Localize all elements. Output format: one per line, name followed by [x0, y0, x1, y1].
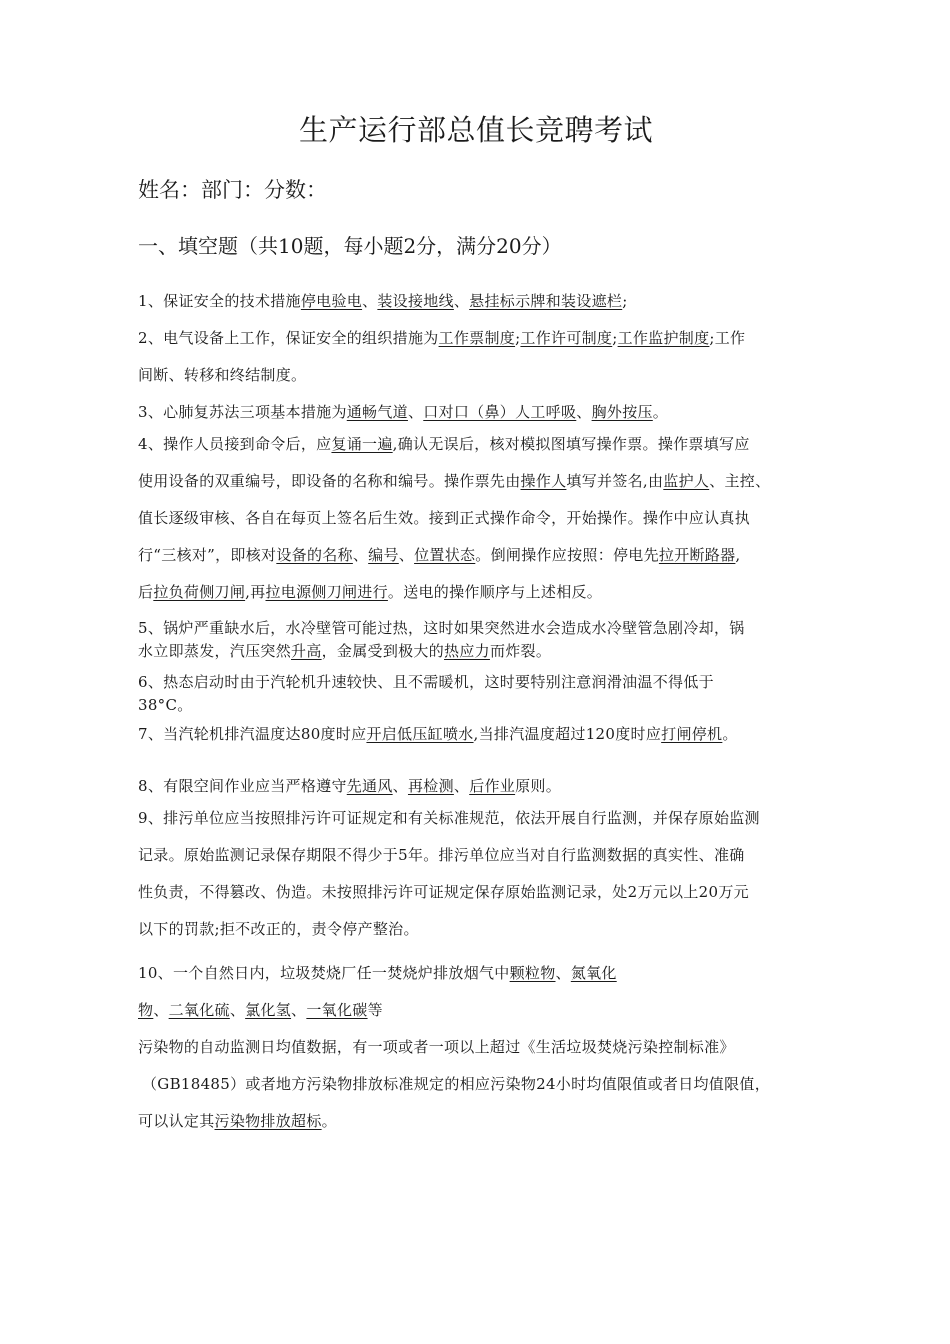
- question-2: [138, 320, 838, 394]
- answer-blank: 悬挂标示牌和装设遮栏: [469, 292, 623, 310]
- question-9: [138, 800, 838, 948]
- question-10: [138, 955, 838, 1140]
- answer-blank: 氮氧化: [570, 964, 617, 982]
- question-text: 、主控、: [709, 472, 771, 490]
- question-10-line-3: 污染物的自动监测日均值数据，有一项或者一项以上超过《生活垃圾焚烧污染控制标准》: [138, 1038, 735, 1056]
- question-text: 。送电的操作顺序与上述相反。: [387, 583, 603, 601]
- answer-blank: 氯化氢: [245, 1001, 292, 1019]
- question-9-line-3: 性负责，不得篡改、伪造。未按照排污许可证规定保存原始监测记录，处2万元以上20万元: [138, 883, 749, 901]
- question-text: 10、一个自然日内，垃圾焚烧厂任一焚烧炉排放烟气中: [138, 964, 510, 982]
- question-2-line-2: 间断、转移和终结制度。: [138, 366, 307, 384]
- separator: ,: [735, 546, 741, 564]
- question-10-line-2: [138, 992, 838, 1029]
- question-text: 填写并签名,由: [566, 472, 664, 490]
- page-title: 生产运行部总值长竞聘考试: [298, 113, 653, 147]
- question-6-line-2: 38°C。: [138, 696, 193, 714]
- question-text: 原则。: [515, 777, 561, 795]
- answer-blank: 监护人: [663, 472, 710, 490]
- question-9-line-2: 记录。原始监测记录保存期限不得少于5年。排污单位应当对自行监测数据的真实性、准确: [138, 846, 745, 864]
- answer-blank: 口对口（鼻）人工呼吸: [423, 403, 577, 421]
- answer-blank: 设备的名称: [276, 546, 353, 564]
- question-text: ,再: [245, 583, 266, 601]
- answer-blank: 拉负荷侧刀闸: [153, 583, 246, 601]
- question-4-line-4: [138, 537, 838, 574]
- question-text: 可以认定其: [138, 1112, 215, 1130]
- question-text: 4、操作人员接到命令后，应: [138, 435, 332, 453]
- question-text: 1、保证安全的技术措施: [138, 292, 301, 310]
- separator: 、: [153, 1001, 169, 1019]
- answer-blank: 拉电源侧刀闸进行: [265, 583, 388, 601]
- answer-blank: 工作许可制度: [520, 329, 613, 347]
- question-5: [138, 617, 838, 663]
- question-6-line-1: 6、热态启动时由于汽轮机升速较快、且不需暖机，这时要特别注意润滑油温不得低于: [138, 673, 714, 691]
- section-heading: 一、填空题（共10题，每小题2分，满分20分）: [138, 234, 562, 258]
- separator: 、: [453, 777, 470, 795]
- question-text: 2、电气设备上工作，保证安全的组织措施为: [138, 329, 439, 347]
- separator: 、: [555, 964, 571, 982]
- answer-blank: 一氧化碳: [306, 1001, 368, 1019]
- question-text: 使用设备的双重编号，即设备的名称和编号。操作票先由: [138, 472, 521, 490]
- question-6: [138, 671, 838, 717]
- answer-blank: 再检测: [407, 777, 454, 795]
- separator: 、: [407, 403, 424, 421]
- question-1-line-1: [138, 283, 838, 320]
- question-text: 等: [367, 1001, 383, 1019]
- question-text: ,确认无误后，核对模拟图填写操作票。操作票填写应: [392, 435, 750, 453]
- separator: 、: [362, 292, 378, 310]
- question-2-line-1: [138, 320, 838, 357]
- answer-blank: 停电验电: [300, 292, 363, 310]
- separator: ;: [612, 329, 618, 347]
- answer-blank: 物: [138, 1001, 154, 1019]
- question-text: 7、当汽轮机排汽温度达80度时应: [138, 725, 367, 743]
- question-text: 。: [722, 725, 738, 743]
- answer-blank: 升高: [291, 642, 322, 660]
- separator: 、: [453, 292, 470, 310]
- question-text: ，金属受到极大的: [321, 642, 445, 660]
- question-5-line-1: 5、锅炉严重缺水后，水冷壁管可能过热，这时如果突然进水会造成水冷壁管急剧冷却，锅: [138, 619, 745, 637]
- question-10-line-4: （GB18485）或者地方污染物排放标准规定的相应污染物24小时均值限值或者日均值限值，: [142, 1075, 771, 1093]
- separator: 、: [352, 546, 369, 564]
- question-10-line-1: [138, 955, 838, 992]
- question-10-line-5: [138, 1103, 838, 1140]
- answer-blank: 污染物排放超标: [214, 1112, 322, 1130]
- question-text: 后: [138, 583, 154, 601]
- answer-blank: 复诵一遍: [331, 435, 393, 453]
- separator: 、: [576, 403, 592, 421]
- answer-blank: 拉开断路器: [658, 546, 736, 564]
- answer-blank: 颗粒物: [509, 964, 556, 982]
- question-4-line-5: [138, 574, 838, 611]
- question-9-line-1: 9、排污单位应当按照排污许可证规定和有关标准规范，依法开展自行监测，并保存原始监测: [138, 809, 760, 827]
- answer-blank: 打闸停机: [661, 725, 723, 743]
- answer-blank: 先通风: [346, 777, 393, 795]
- question-9-line-4: 以下的罚款;拒不改正的，责令停产整治。: [138, 920, 419, 938]
- answer-blank: 热应力: [444, 642, 490, 660]
- separator: 、: [291, 1001, 307, 1019]
- answer-blank: 通畅气道: [346, 403, 408, 421]
- answer-blank: 工作票制度: [438, 329, 516, 347]
- question-text: 。: [321, 1112, 337, 1130]
- question-text: 行“三核对”，即核对: [138, 546, 277, 564]
- question-text: 水立即蒸发，汽压突然: [138, 642, 292, 660]
- separator: 、: [398, 546, 415, 564]
- separator: ;: [515, 329, 521, 347]
- question-text: 3、心肺复苏法三项基本措施为: [138, 403, 347, 421]
- question-text: ;工作: [709, 329, 746, 347]
- answer-blank: 工作监护制度: [617, 329, 710, 347]
- question-4: [138, 426, 838, 611]
- question-4-line-3: 值长逐级审核、各自在每页上签名后生效。接到正式操作命令，开始操作。操作中应认真执: [138, 509, 751, 527]
- question-text: 8、有限空间作业应当严格遵守: [138, 777, 347, 795]
- question-text: 而炸裂。: [489, 642, 552, 660]
- answer-blank: 后作业: [469, 777, 516, 795]
- answer-blank: 位置状态: [414, 546, 476, 564]
- question-1: [138, 283, 838, 320]
- answer-blank: 开启低压缸喷水: [366, 725, 474, 743]
- answer-blank: 操作人: [520, 472, 567, 490]
- answer-blank: 胸外按压: [591, 403, 653, 421]
- question-7-line-1: [138, 716, 838, 753]
- separator: 、: [392, 777, 408, 795]
- question-text: ,当排汽温度超过120度时应: [473, 725, 662, 743]
- question-5-line-2: [138, 640, 838, 663]
- separator: 、: [229, 1001, 246, 1019]
- question-7: [138, 716, 838, 753]
- question-4-line-1: [138, 426, 838, 463]
- answer-blank: 装设接地线: [377, 292, 454, 310]
- candidate-info-line: 姓名：部门：分数：: [138, 178, 327, 202]
- question-text: ;: [622, 292, 628, 310]
- question-text: 。: [652, 403, 669, 421]
- question-text: 。倒闸操作应按照：停电先: [475, 546, 659, 564]
- answer-blank: 编号: [368, 546, 399, 564]
- answer-blank: 二氧化硫: [168, 1001, 230, 1019]
- question-4-line-2: [138, 463, 838, 500]
